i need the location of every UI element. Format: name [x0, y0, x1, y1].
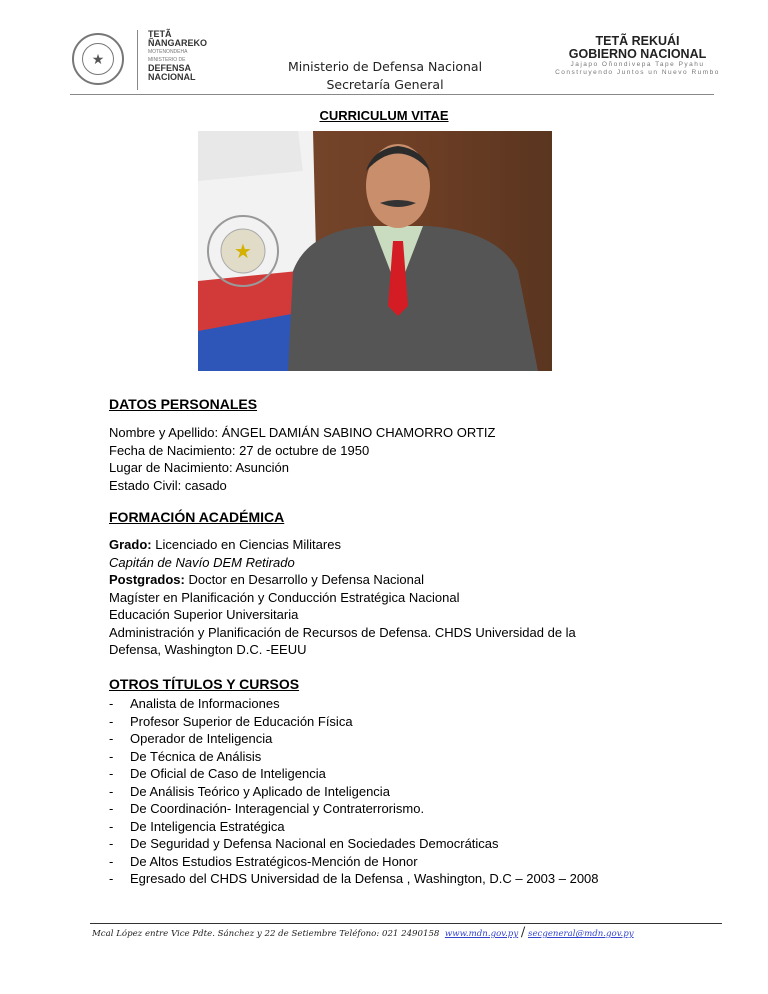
bullet-dash: - — [109, 748, 114, 764]
bullet-dash: - — [109, 766, 114, 781]
ministry-logo — [148, 30, 207, 82]
bullet-dash: - — [109, 783, 114, 799]
logo-text: DEFENSA — [148, 63, 192, 73]
national-seal-logo: ★ — [72, 33, 124, 85]
footer-separator: / — [520, 925, 526, 940]
personal-data — [109, 424, 495, 494]
course-item — [109, 870, 599, 888]
header-title — [230, 58, 540, 94]
course-item — [109, 748, 599, 766]
logo-text: MINISTERIO DE — [148, 57, 186, 63]
course-item — [109, 818, 599, 836]
document-title: CURRICULUM VITAE — [319, 108, 449, 123]
bullet-dash: - — [109, 836, 114, 851]
email-link[interactable]: secgeneral@mdn.gov.py — [528, 929, 634, 939]
bullet-dash: - — [109, 731, 114, 746]
course-item — [109, 713, 599, 731]
footer-divider — [90, 923, 722, 924]
section-heading-academic: FORMACIÓN ACADÉMICA — [109, 509, 285, 525]
course-name: Analista de Informaciones — [130, 696, 280, 711]
course-item — [109, 783, 599, 801]
bullet-dash: - — [109, 818, 114, 834]
course-name: De Coordinación- Interagencial y Contraterrorismo. — [130, 801, 425, 816]
footer-address: Mcal López entre Vice Pdte. Sánchez y 22 de Setiembre Teléfono: 021 2490158 — [92, 929, 440, 939]
course-item — [109, 730, 599, 748]
logo-text: TETÃ REKUÁI — [595, 34, 680, 48]
academic-line: Magíster en Planificación y Conducción Estratégica Nacional — [109, 589, 460, 605]
course-name: Egresado del CHDS Universidad de la Defensa , Washington, D.C – 2003 – 2008 — [130, 871, 599, 886]
logo-text: Construyendo Juntos un Nuevo Rumbo — [555, 69, 720, 76]
academic-line: Educación Superior Universitaria — [109, 607, 299, 622]
course-name: De Análisis Teórico y Aplicado de Inteligencia — [130, 783, 390, 799]
course-name: De Altos Estudios Estratégicos-Mención de Honor — [130, 853, 418, 869]
course-item — [109, 800, 599, 818]
academic-line: Defensa, Washington D.C. -EEUU — [109, 642, 307, 657]
birth-place: Lugar de Nacimiento: Asunción — [109, 460, 289, 475]
degree-label: Grado: — [109, 537, 152, 552]
bullet-dash: - — [109, 853, 114, 869]
course-item — [109, 853, 599, 871]
rank: Capitán de Navío DEM Retirado — [109, 554, 295, 570]
birth-date: Fecha de Nacimiento: 27 de octubre de 1950 — [109, 442, 370, 458]
section-heading-courses: OTROS TÍTULOS Y CURSOS — [109, 676, 300, 692]
postgraduate — [109, 571, 576, 589]
section-heading-personal: DATOS PERSONALES — [109, 396, 258, 412]
course-name: De Seguridad y Defensa Nacional en Sociedades Democráticas — [130, 836, 499, 851]
postgraduate-label: Postgrados: — [109, 572, 185, 587]
postgraduate-value: Doctor en Desarrollo y Defensa Nacional — [184, 572, 425, 587]
marital-status: Estado Civil: casado — [109, 477, 227, 493]
course-name: Profesor Superior de Educación Física — [130, 713, 353, 729]
logo-divider — [137, 30, 138, 90]
footer — [92, 925, 634, 940]
bullet-dash: - — [109, 696, 114, 711]
full-name: Nombre y Apellido: ÁNGEL DAMIÁN SABINO CHAMORRO ORTIZ — [109, 425, 496, 440]
course-name: De Técnica de Análisis — [130, 748, 262, 764]
website-link[interactable]: www.mdn.gov.py — [444, 929, 519, 939]
logo-text: NACIONAL — [148, 72, 196, 82]
bullet-dash: - — [109, 871, 114, 886]
svg-text:★: ★ — [234, 241, 252, 263]
course-item — [109, 765, 599, 783]
degree — [109, 536, 576, 554]
logo-text: GOBIERNO NACIONAL — [568, 47, 707, 61]
bullet-dash: - — [109, 801, 114, 816]
academic-data — [109, 536, 576, 659]
courses-list — [109, 695, 599, 888]
logo-text: Jajapo Oñondivepa Tape Pyahu — [570, 61, 705, 68]
ministry-name: Ministerio de Defensa Nacional — [287, 59, 483, 74]
government-logo — [555, 35, 720, 77]
course-name: Operador de Inteligencia — [130, 731, 273, 746]
course-name: De Oficial de Caso de Inteligencia — [130, 766, 326, 781]
department-name: Secretaría General — [326, 77, 444, 92]
course-name: De Inteligencia Estratégica — [130, 818, 285, 834]
logo-text: TETÃ — [148, 29, 172, 39]
academic-line: Administración y Planificación de Recursos de Defensa. CHDS Universidad de la — [109, 624, 576, 640]
header-divider — [70, 94, 714, 95]
logo-text: MOTENONDEHA — [148, 49, 188, 55]
course-item — [109, 695, 599, 713]
course-item — [109, 835, 599, 853]
portrait-photo — [198, 131, 552, 371]
bullet-dash: - — [109, 713, 114, 729]
degree-value: Licenciado en Ciencias Militares — [151, 537, 341, 552]
logo-text: ÑANGAREKO — [148, 38, 208, 48]
